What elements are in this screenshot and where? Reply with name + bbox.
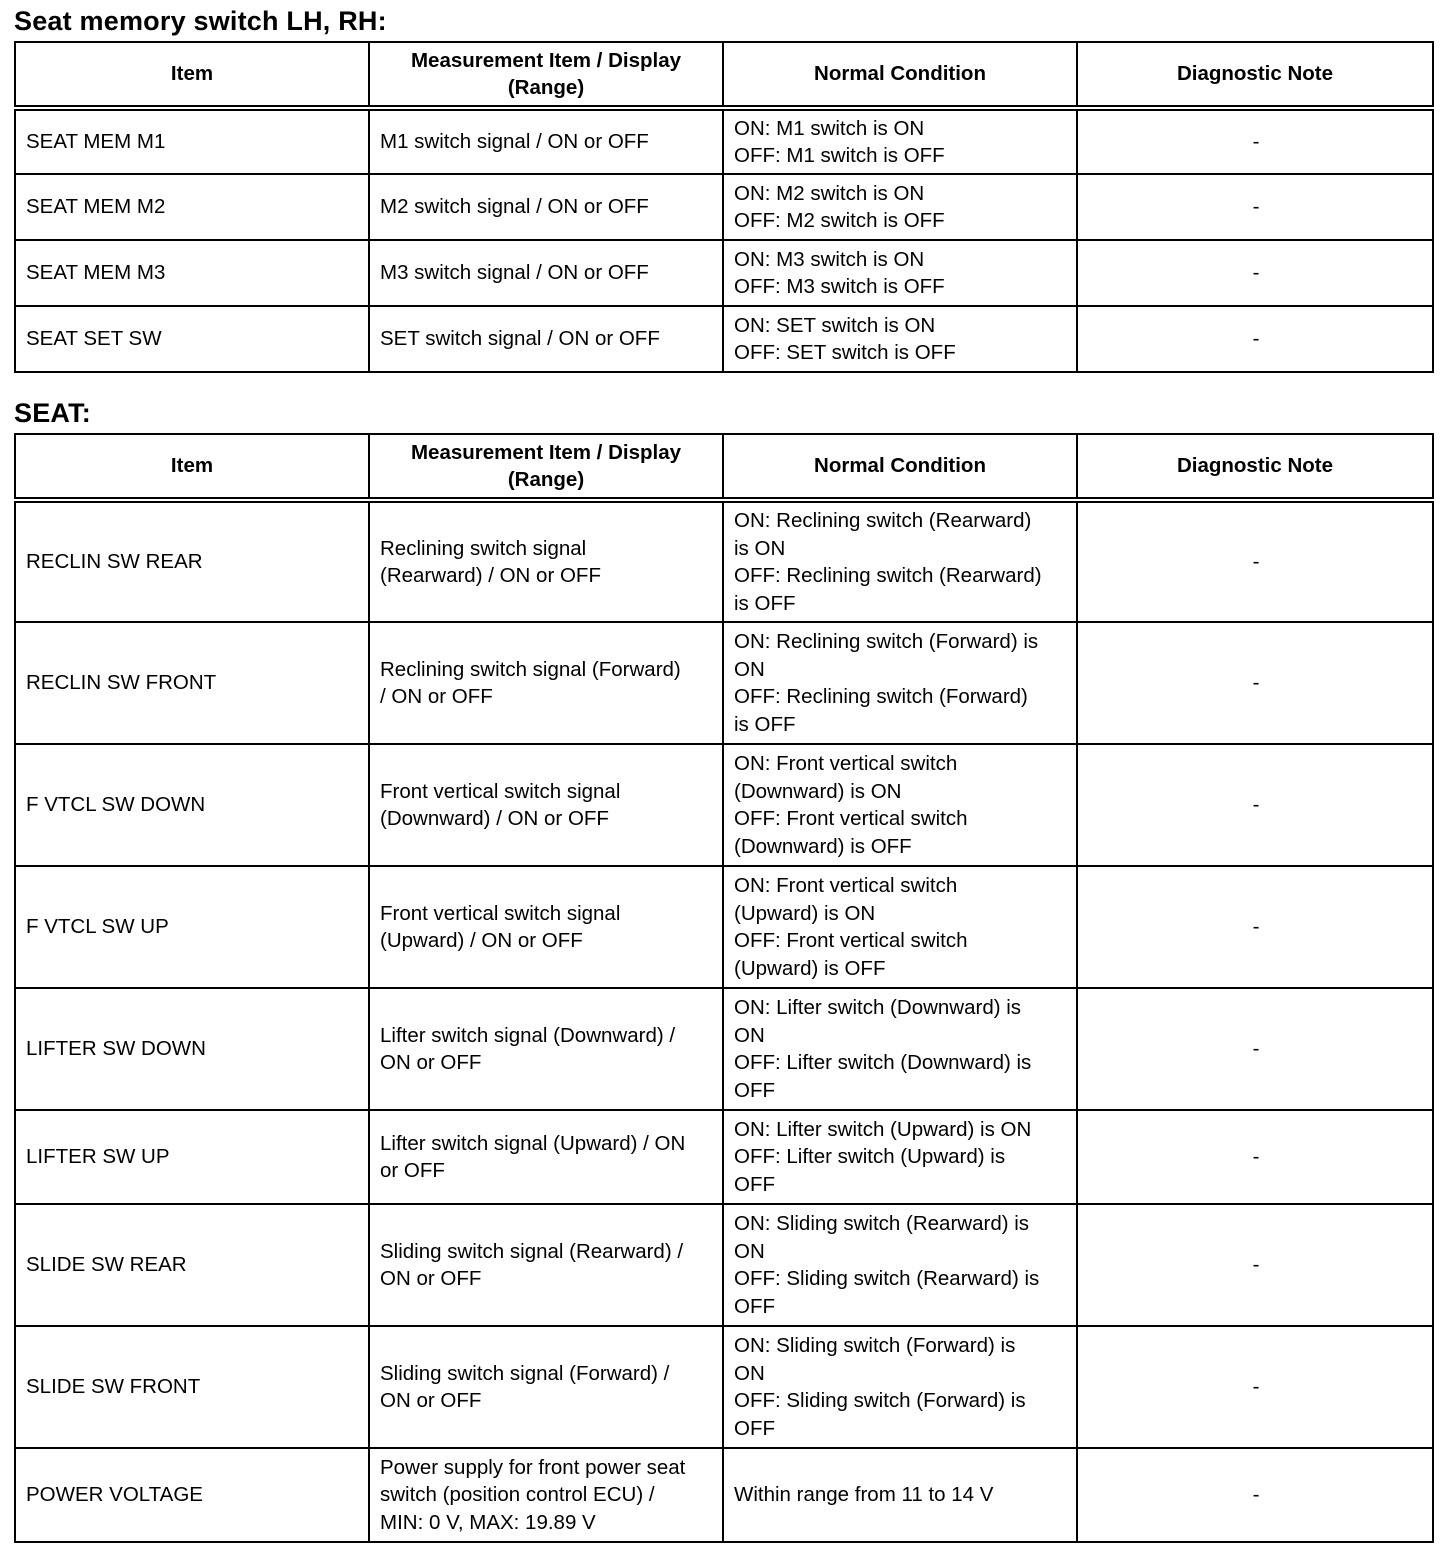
cell-diagnostic-note: - — [1077, 622, 1433, 744]
measurement-line: (Upward) / ON or OFF — [380, 929, 583, 952]
cell-normal-condition — [723, 500, 1077, 622]
cell-measurement — [369, 1326, 723, 1448]
normal-condition-line: OFF — [734, 1416, 775, 1440]
table-header — [15, 42, 1433, 108]
cell-measurement — [369, 988, 723, 1110]
cell-normal-condition — [723, 1110, 1077, 1204]
cell-diagnostic-note: - — [1077, 988, 1433, 1110]
header-item: Item — [15, 434, 369, 500]
normal-condition-line: ON: Front vertical switch — [734, 752, 958, 775]
cell-measurement — [369, 306, 723, 372]
measurement-line: SET switch signal / ON or OFF — [380, 327, 660, 351]
measurement-line: (Downward) / ON or OFF — [380, 807, 609, 830]
cell-measurement — [369, 108, 723, 174]
cell-diagnostic-note: - — [1077, 866, 1433, 988]
table-row — [15, 622, 1433, 744]
section-title-seat-memory: Seat memory switch LH, RH: — [14, 6, 387, 36]
normal-condition-line: (Downward) is OFF — [734, 834, 912, 858]
cell-diagnostic-note: - — [1077, 1448, 1433, 1542]
cell-normal-condition — [723, 240, 1077, 306]
header-normal-condition: Normal Condition — [723, 42, 1077, 108]
measurement-line: ON or OFF — [380, 1051, 482, 1074]
cell-item: F VTCL SW UP — [15, 866, 369, 988]
cell-diagnostic-note: - — [1077, 1110, 1433, 1204]
normal-condition-line: ON — [734, 1023, 765, 1047]
header-diagnostic-note: Diagnostic Note — [1077, 42, 1433, 108]
cell-diagnostic-note: - — [1077, 240, 1433, 306]
normal-condition-line: ON — [734, 657, 765, 681]
cell-measurement — [369, 500, 723, 622]
header-measurement-line: Measurement Item / Display — [410, 440, 681, 464]
table-row — [15, 306, 1433, 372]
normal-condition-line: ON: Lifter switch (Downward) is — [734, 996, 1022, 1019]
measurement-line: M1 switch signal / ON or OFF — [380, 130, 649, 154]
normal-condition-line: OFF: Front vertical switch — [734, 929, 968, 952]
measurement-line: Reclining switch signal (Forward) — [380, 657, 681, 681]
normal-condition-line: ON: SET switch is ON — [734, 313, 936, 337]
table-row — [15, 988, 1433, 1110]
normal-condition-line: ON: Reclining switch (Forward) is — [734, 630, 1039, 653]
measurement-line: Lifter switch signal (Downward) / — [380, 1023, 676, 1047]
cell-normal-condition — [723, 988, 1077, 1110]
header-item: Item — [15, 42, 369, 108]
cell-measurement — [369, 744, 723, 866]
header-measurement-range: (Range) — [507, 76, 585, 99]
cell-normal-condition — [723, 744, 1077, 866]
normal-condition-line: OFF: M2 switch is OFF — [734, 209, 945, 232]
measurement-line: / ON or OFF — [380, 685, 493, 708]
cell-measurement — [369, 1110, 723, 1204]
header-measurement — [369, 42, 723, 108]
table-row — [15, 1110, 1433, 1204]
measurement-line: ON or OFF — [380, 1267, 482, 1290]
cell-diagnostic-note: - — [1077, 108, 1433, 174]
cell-item: SEAT MEM M2 — [15, 174, 369, 240]
normal-condition-line: OFF: Front vertical switch — [734, 807, 968, 830]
seat-table — [14, 433, 1434, 1543]
cell-item: SEAT MEM M3 — [15, 240, 369, 306]
cell-normal-condition — [723, 866, 1077, 988]
measurement-line: Sliding switch signal (Forward) / — [380, 1361, 670, 1385]
normal-condition-line: ON: Sliding switch (Rearward) is — [734, 1212, 1030, 1235]
normal-condition-line: ON: M2 switch is ON — [734, 181, 925, 205]
normal-condition-line: is OFF — [734, 712, 796, 736]
section-title-seat: SEAT: — [14, 398, 92, 428]
table-row — [15, 866, 1433, 988]
normal-condition-line: ON — [734, 1239, 765, 1263]
cell-measurement — [369, 622, 723, 744]
cell-diagnostic-note: - — [1077, 744, 1433, 866]
header-measurement-line: Measurement Item / Display — [410, 48, 681, 72]
normal-condition-line: OFF: M3 switch is OFF — [734, 275, 945, 298]
table-row — [15, 240, 1433, 306]
cell-diagnostic-note: - — [1077, 500, 1433, 622]
normal-condition-line: Within range from 11 to 14 V — [734, 1483, 994, 1507]
cell-item: F VTCL SW DOWN — [15, 744, 369, 866]
normal-condition-line: is OFF — [734, 591, 796, 615]
table-row — [15, 108, 1433, 174]
table-row — [15, 500, 1433, 622]
normal-condition-line: ON: Front vertical switch — [734, 874, 958, 897]
normal-condition-line: OFF: Reclining switch (Forward) — [734, 685, 1028, 708]
cell-normal-condition — [723, 108, 1077, 174]
measurement-line: switch (position control ECU) / — [380, 1483, 655, 1507]
cell-diagnostic-note: - — [1077, 1204, 1433, 1326]
cell-measurement — [369, 174, 723, 240]
cell-diagnostic-note: - — [1077, 306, 1433, 372]
cell-item: SLIDE SW FRONT — [15, 1326, 369, 1448]
normal-condition-line: (Upward) is OFF — [734, 956, 886, 980]
measurement-line: M2 switch signal / ON or OFF — [380, 195, 649, 219]
normal-condition-line: OFF: SET switch is OFF — [734, 341, 956, 364]
normal-condition-line: ON — [734, 1361, 765, 1385]
normal-condition-line: OFF: Lifter switch (Downward) is — [734, 1051, 1032, 1074]
cell-normal-condition — [723, 1448, 1077, 1542]
normal-condition-line: OFF: Lifter switch (Upward) is — [734, 1145, 1006, 1169]
table-row — [15, 1204, 1433, 1326]
measurement-line: MIN: 0 V, MAX: 19.89 V — [380, 1510, 596, 1534]
measurement-line: Front vertical switch signal — [380, 779, 621, 803]
normal-condition-line: OFF — [734, 1078, 775, 1102]
table-row — [15, 744, 1433, 866]
normal-condition-line: (Downward) is ON — [734, 779, 902, 803]
normal-condition-line: ON: Sliding switch (Forward) is — [734, 1334, 1016, 1357]
normal-condition-line: OFF: Reclining switch (Rearward) — [734, 564, 1042, 587]
measurement-line: Sliding switch signal (Rearward) / — [380, 1239, 684, 1263]
cell-normal-condition — [723, 1204, 1077, 1326]
header-measurement — [369, 434, 723, 500]
normal-condition-line: ON: M1 switch is ON — [734, 116, 925, 140]
normal-condition-line: OFF — [734, 1172, 775, 1196]
table-header — [15, 434, 1433, 500]
cell-item: RECLIN SW REAR — [15, 500, 369, 622]
measurement-line: M3 switch signal / ON or OFF — [380, 261, 649, 285]
cell-normal-condition — [723, 622, 1077, 744]
normal-condition-line: is ON — [734, 536, 786, 560]
cell-item: SLIDE SW REAR — [15, 1204, 369, 1326]
measurement-line: Reclining switch signal — [380, 536, 587, 560]
cell-item: SEAT SET SW — [15, 306, 369, 372]
cell-diagnostic-note: - — [1077, 174, 1433, 240]
measurement-line: Power supply for front power seat — [380, 1455, 686, 1479]
measurement-line: ON or OFF — [380, 1389, 482, 1412]
header-measurement-range: (Range) — [507, 468, 585, 491]
normal-condition-line: ON: Lifter switch (Upward) is ON — [734, 1117, 1032, 1141]
seat-memory-table — [14, 41, 1434, 373]
table-row — [15, 1448, 1433, 1542]
header-normal-condition: Normal Condition — [723, 434, 1077, 500]
cell-normal-condition — [723, 1326, 1077, 1448]
cell-item: LIFTER SW DOWN — [15, 988, 369, 1110]
cell-item: LIFTER SW UP — [15, 1110, 369, 1204]
normal-condition-line: ON: Reclining switch (Rearward) — [734, 509, 1032, 532]
table-row — [15, 174, 1433, 240]
cell-item: SEAT MEM M1 — [15, 108, 369, 174]
cell-measurement — [369, 240, 723, 306]
table-row — [15, 1326, 1433, 1448]
cell-measurement — [369, 1204, 723, 1326]
normal-condition-line: OFF: Sliding switch (Rearward) is — [734, 1267, 1040, 1290]
cell-item: RECLIN SW FRONT — [15, 622, 369, 744]
measurement-line: or OFF — [380, 1159, 445, 1182]
normal-condition-line: OFF: Sliding switch (Forward) is — [734, 1389, 1026, 1412]
measurement-line: Front vertical switch signal — [380, 901, 621, 925]
cell-measurement — [369, 866, 723, 988]
header-diagnostic-note: Diagnostic Note — [1077, 434, 1433, 500]
normal-condition-line: OFF: M1 switch is OFF — [734, 144, 945, 167]
normal-condition-line: (Upward) is ON — [734, 901, 876, 925]
cell-diagnostic-note: - — [1077, 1326, 1433, 1448]
measurement-line: (Rearward) / ON or OFF — [380, 564, 601, 587]
normal-condition-line: OFF — [734, 1294, 775, 1318]
normal-condition-line: ON: M3 switch is ON — [734, 247, 925, 271]
cell-measurement — [369, 1448, 723, 1542]
cell-item: POWER VOLTAGE — [15, 1448, 369, 1542]
cell-normal-condition — [723, 306, 1077, 372]
measurement-line: Lifter switch signal (Upward) / ON — [380, 1131, 686, 1155]
cell-normal-condition — [723, 174, 1077, 240]
